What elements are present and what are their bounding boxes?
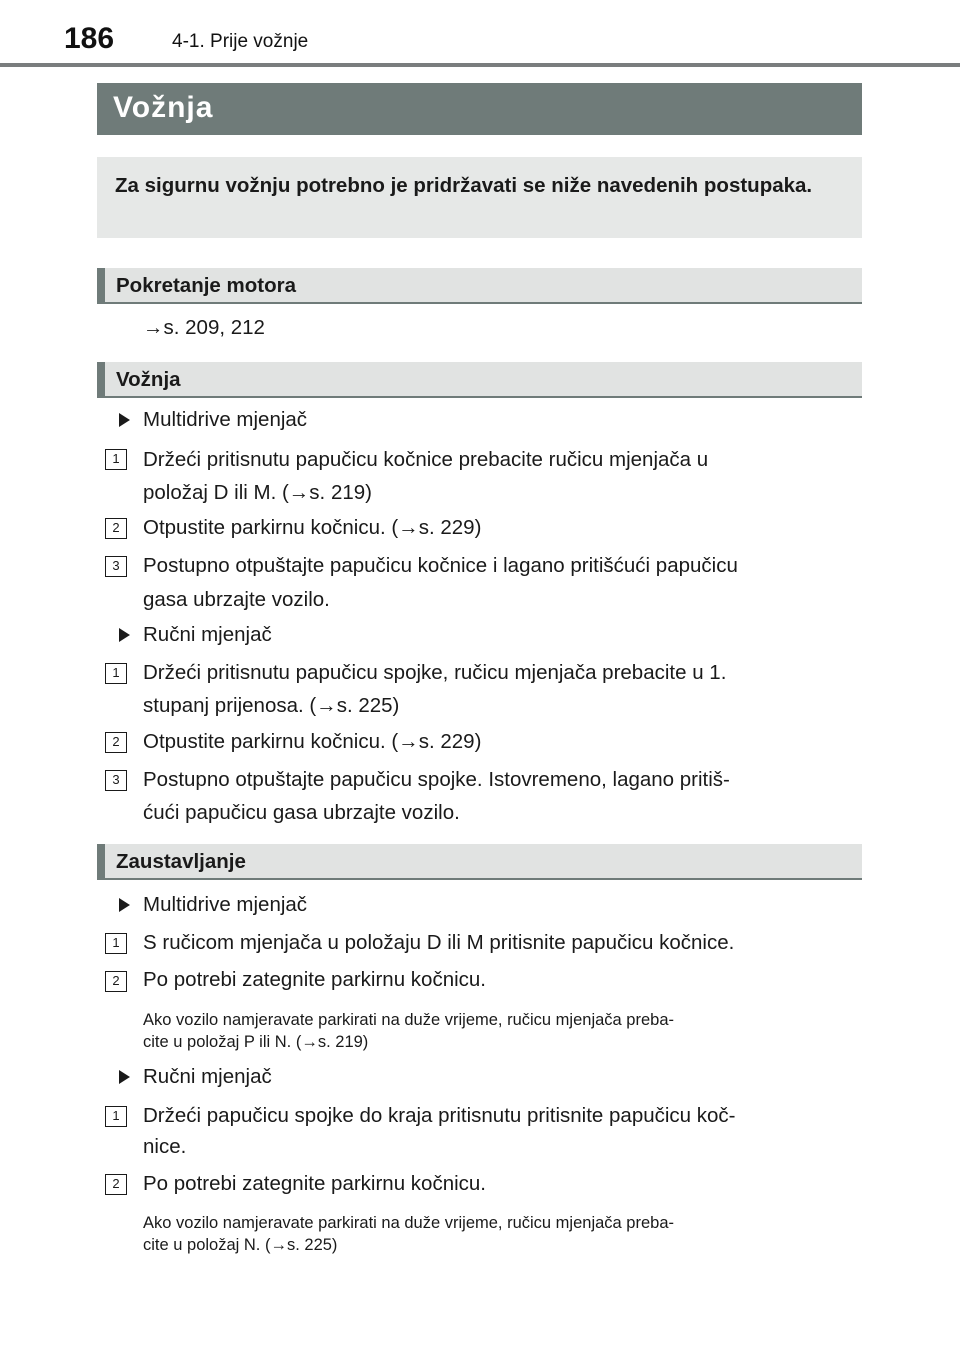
section-heading-label: Pokretanje motora <box>116 274 296 297</box>
page-title-bar <box>97 83 862 135</box>
step-number-badge: 2 <box>105 1174 127 1195</box>
step-number-badge: 2 <box>105 971 127 992</box>
driving-multidrive-label: Multidrive mjenjač <box>143 408 308 431</box>
driving-manual-step1-line2: stupanj prijenosa. (→s. 225) <box>143 694 400 717</box>
section-heading-stopping <box>97 844 862 880</box>
section-heading-label: Zaustavljanje <box>116 850 246 873</box>
step-number-badge: 1 <box>105 1106 127 1127</box>
stopping-manual-step1-line1: Držeći papučicu spojke do kraja pritisnutu pritisnite papučicu koč- <box>143 1104 736 1127</box>
page-header <box>0 0 960 66</box>
driving-manual-step3-line1: Postupno otpuštajte papučicu spojke. Istovremeno, lagano pritiš- <box>143 768 730 791</box>
driving-manual-label: Ručni mjenjač <box>143 623 272 646</box>
chapter-title: 4-1. Prije vožnje <box>172 31 309 52</box>
stopping-manual-note-line2: cite u položaj N. (→s. 225) <box>143 1236 338 1254</box>
driving-multidrive-step3-line1: Postupno otpuštajte papučicu kočnice i lagano pritišćući papučicu <box>143 554 738 577</box>
driving-multidrive-step2: Otpustite parkirnu kočnicu. (→s. 229) <box>143 516 482 539</box>
section-heading-driving <box>97 362 862 398</box>
stopping-manual-step1-line2: nice. <box>143 1135 187 1158</box>
section-heading-start <box>97 268 862 304</box>
stopping-manual-note-line1: Ako vozilo namjeravate parkirati na duže vrijeme, ručicu mjenjača preba- <box>143 1214 674 1232</box>
driving-multidrive-step3-line2: gasa ubrzajte vozilo. <box>143 588 330 611</box>
intro-text: Za sigurnu vožnju potrebno je pridržavati se niže navedenih postupaka. <box>115 174 813 197</box>
intro-box <box>97 157 862 238</box>
start-page-reference: →s. 209, 212 <box>143 316 265 339</box>
step-number-badge: 1 <box>105 449 127 470</box>
header-divider <box>0 63 960 67</box>
stopping-multidrive-note-line2: cite u položaj P ili N. (→s. 219) <box>143 1033 369 1051</box>
driving-manual-step1-line1: Držeći pritisnutu papučicu spojke, ručicu mjenjača prebacite u 1. <box>143 661 727 684</box>
stopping-multidrive-label: Multidrive mjenjač <box>143 893 308 916</box>
step-number-badge: 1 <box>105 933 127 954</box>
stopping-multidrive-step1: S ručicom mjenjača u položaju D ili M pritisnite papučicu kočnice. <box>143 931 735 954</box>
driving-multidrive-step1-line1: Držeći pritisnutu papučicu kočnice prebacite ručicu mjenjača u <box>143 448 709 471</box>
triangle-bullet-icon <box>119 898 130 912</box>
step-number-badge: 1 <box>105 663 127 684</box>
page-title: Vožnja <box>113 91 214 124</box>
step-number-badge: 3 <box>105 556 127 577</box>
step-number-badge: 3 <box>105 770 127 791</box>
step-number-badge: 2 <box>105 518 127 539</box>
triangle-bullet-icon <box>119 413 130 427</box>
page-number: 186 <box>64 22 115 55</box>
driving-multidrive-step1-line2: položaj D ili M. (→s. 219) <box>143 481 372 504</box>
triangle-bullet-icon <box>119 1070 130 1084</box>
stopping-manual-label: Ručni mjenjač <box>143 1065 272 1088</box>
stopping-multidrive-note-line1: Ako vozilo namjeravate parkirati na duže vrijeme, ručicu mjenjača preba- <box>143 1011 674 1029</box>
stopping-multidrive-step2: Po potrebi zategnite parkirnu kočnicu. <box>143 968 487 991</box>
section-heading-label: Vožnja <box>116 368 181 391</box>
driving-manual-step2: Otpustite parkirnu kočnicu. (→s. 229) <box>143 730 482 753</box>
triangle-bullet-icon <box>119 628 130 642</box>
step-number-badge: 2 <box>105 732 127 753</box>
driving-manual-step3-line2: ćući papučicu gasa ubrzajte vozilo. <box>143 801 460 824</box>
stopping-manual-step2: Po potrebi zategnite parkirnu kočnicu. <box>143 1172 487 1195</box>
